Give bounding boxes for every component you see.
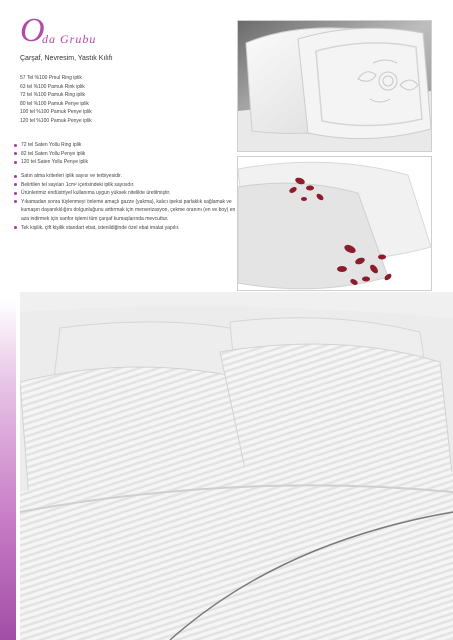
thread-spec-list: [20, 74, 92, 126]
bullet-icon: [14, 152, 17, 155]
spec-item: 63 tel %100 Pamuk Rink iplik: [20, 83, 85, 90]
satin-item: 82 tel Saten Yollu Penye iplik: [14, 150, 88, 159]
pillow-with-rose-petals-photo: [237, 156, 432, 291]
striped-white-bedding-photo: [20, 292, 453, 640]
spec-item: 80 tel %100 Pamuk Penye iplik: [20, 100, 89, 107]
note-item: Belirtilen tel sayıları 1cm² içerisindeki iplik sayısıdır.: [14, 181, 239, 190]
note-item: Ürünlerimiz endüstriyel kullanıma uygun yüksek nitelikte üretilmiştir.: [14, 189, 239, 198]
note-item: Tek kişilik, çift kişilik standart ebat, istenildiğinde özel ebat imalat yapılır.: [14, 224, 239, 233]
note-item: Satın alma kriterleri iplik sayısı ve terbiyesidir.: [14, 172, 239, 181]
product-notes-list: [14, 172, 239, 232]
brand-name: da Grubu: [42, 32, 97, 46]
satin-spec-list: [14, 141, 88, 167]
spec-item: 57 Tel %100 Pmul Ring iplik: [20, 75, 82, 81]
bullet-icon: [14, 192, 17, 195]
spec-item: 120 tel %100 Pamuk Penye iplik: [20, 117, 92, 124]
brand-initial: O: [20, 12, 45, 49]
product-subtitle: Çarşaf, Nevresim, Yastık Kılıfı: [20, 55, 113, 62]
decorative-purple-band: [0, 300, 16, 640]
embroidered-pillows-photo: [237, 20, 432, 152]
satin-item: 120 tel Saten Yollu Penye iplik: [14, 158, 88, 167]
bullet-icon: [14, 161, 17, 164]
bullet-icon: [14, 183, 17, 186]
satin-item: 72 tel Saten Yollu Ring iplik: [14, 141, 88, 150]
bullet-icon: [14, 226, 17, 229]
spec-item: 72 tel %100 Pamuk Ring iplik: [20, 92, 86, 99]
bullet-icon: [14, 144, 17, 147]
note-item: Yıkamadan sonra tüylenmeyi önleme amaçlı gazze (yakma), kalıcı ipeksi parlaklık sağlamak ve kumaşın dayanıklılığını dolgunluğunu arttırmak için merserizasyon, çekme oranını (en ve boy) en aza indirmek için sanfor işlemi tüm çarşaf kumaşlarında mevcuttur.: [14, 198, 239, 224]
bullet-icon: [14, 175, 17, 178]
bullet-icon: [14, 200, 17, 203]
spec-item: 100 tel %100 Pamuk Penye iplik: [20, 109, 92, 116]
